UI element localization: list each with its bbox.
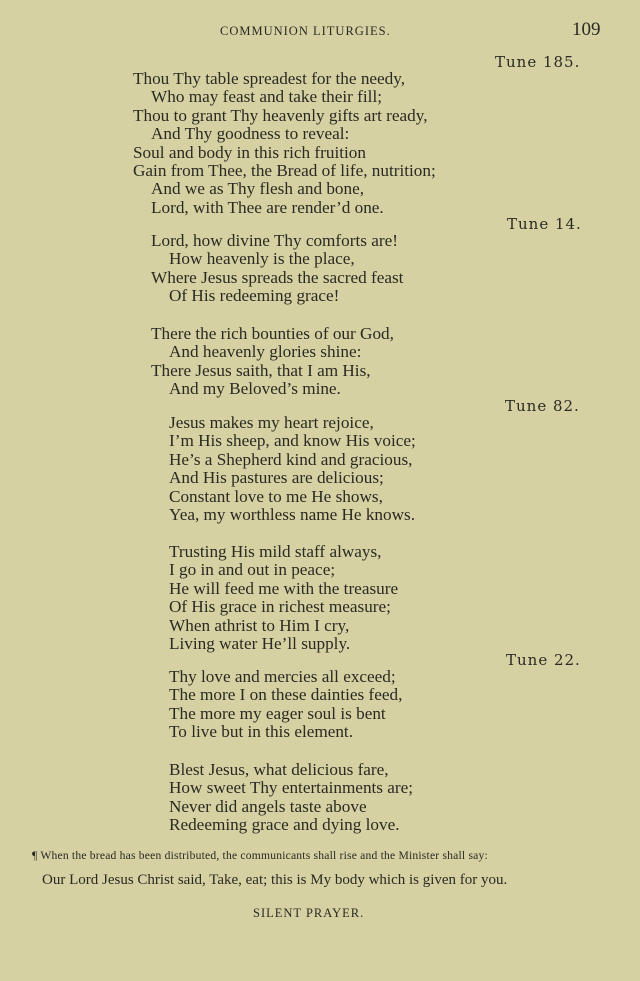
rubric-instruction: ¶ When the bread has been distributed, the communicants shall rise and the Minister shall say:: [32, 849, 488, 862]
hymn-line: Yea, my worthless name He knows.: [169, 505, 416, 525]
hymn-line: To live but in this element.: [169, 722, 354, 742]
hymn-line: Living water He’ll supply.: [169, 634, 351, 654]
hymn-line: How sweet Thy entertainments are;: [169, 778, 414, 798]
tune-label: Tune 22.: [506, 651, 581, 669]
stanza: [169, 761, 413, 835]
page-header: [0, 19, 640, 42]
hymn-line: Lord, with Thee are render’d one.: [151, 197, 384, 217]
hymn-line: Soul and body in this rich fruition: [133, 142, 366, 162]
page-number: 109: [572, 19, 601, 40]
hymn-line: Of His redeeming grace!: [169, 286, 340, 306]
stanza: [133, 70, 436, 217]
stanza: [169, 668, 402, 742]
stanza: [169, 543, 398, 653]
tune-label: Tune 185.: [495, 53, 581, 71]
hymn-line: Constant love to me He shows,: [169, 486, 383, 506]
tune-label: Tune 14.: [507, 215, 582, 233]
stanza: [169, 414, 416, 524]
hymn-line: Where Jesus spreads the sacred feast: [151, 267, 404, 287]
hymn-line: And we as Thy flesh and bone,: [151, 179, 365, 199]
hymn-line: And heavenly glories shine:: [169, 342, 362, 362]
stanza: [151, 232, 403, 306]
hymn-line: The more my eager soul is bent: [169, 703, 386, 723]
hymn-line: Of His grace in richest measure;: [169, 597, 391, 617]
hymn-line: And my Beloved’s mine.: [169, 379, 341, 399]
hymn-line: Lord, how divine Thy comforts are!: [151, 231, 398, 250]
hymn-line: Thou to grant Thy heavenly gifts art ready,: [133, 105, 428, 125]
hymn-line: Thou Thy table spreadest for the needy,: [133, 69, 406, 88]
silent-prayer-heading: SILENT PRAYER.: [253, 906, 365, 920]
tune-label: Tune 82.: [505, 397, 580, 415]
hymn-line: Gain from Thee, the Bread of life, nutrition;: [133, 161, 436, 181]
hymn-line: How heavenly is the place,: [169, 249, 355, 269]
hymn-line: Redeeming grace and dying love.: [169, 815, 400, 835]
running-title: COMMUNION LITURGIES.: [220, 24, 391, 38]
hymn-line: I’m His sheep, and know His voice;: [169, 431, 416, 451]
hymn-line: He’s a Shepherd kind and gracious,: [169, 449, 413, 469]
hymn-line: Jesus makes my heart rejoice,: [169, 413, 374, 432]
hymn-line: Who may feast and take their fill;: [151, 87, 382, 107]
hymn-line: And His pastures are delicious;: [169, 468, 384, 488]
hymn-line: There Jesus saith, that I am His,: [151, 360, 371, 380]
stanza: [151, 325, 394, 399]
words-of-institution: Our Lord Jesus Christ said, Take, eat; this is My body which is given for you.: [42, 872, 508, 888]
hymn-line: When athrist to Him I cry,: [169, 615, 350, 635]
hymn-line: The more I on these dainties feed,: [169, 685, 403, 705]
hymn-line: He will feed me with the treasure: [169, 578, 399, 598]
hymn-line: Blest Jesus, what delicious fare,: [169, 760, 389, 779]
hymn-line: Never did angels taste above: [169, 796, 367, 816]
hymn-line: And Thy goodness to reveal:: [151, 124, 350, 144]
hymn-line: I go in and out in peace;: [169, 560, 336, 580]
hymn-line: There the rich bounties of our God,: [151, 324, 394, 343]
hymn-line: Thy love and mercies all exceed;: [169, 667, 396, 686]
hymn-line: Trusting His mild staff always,: [169, 542, 382, 561]
